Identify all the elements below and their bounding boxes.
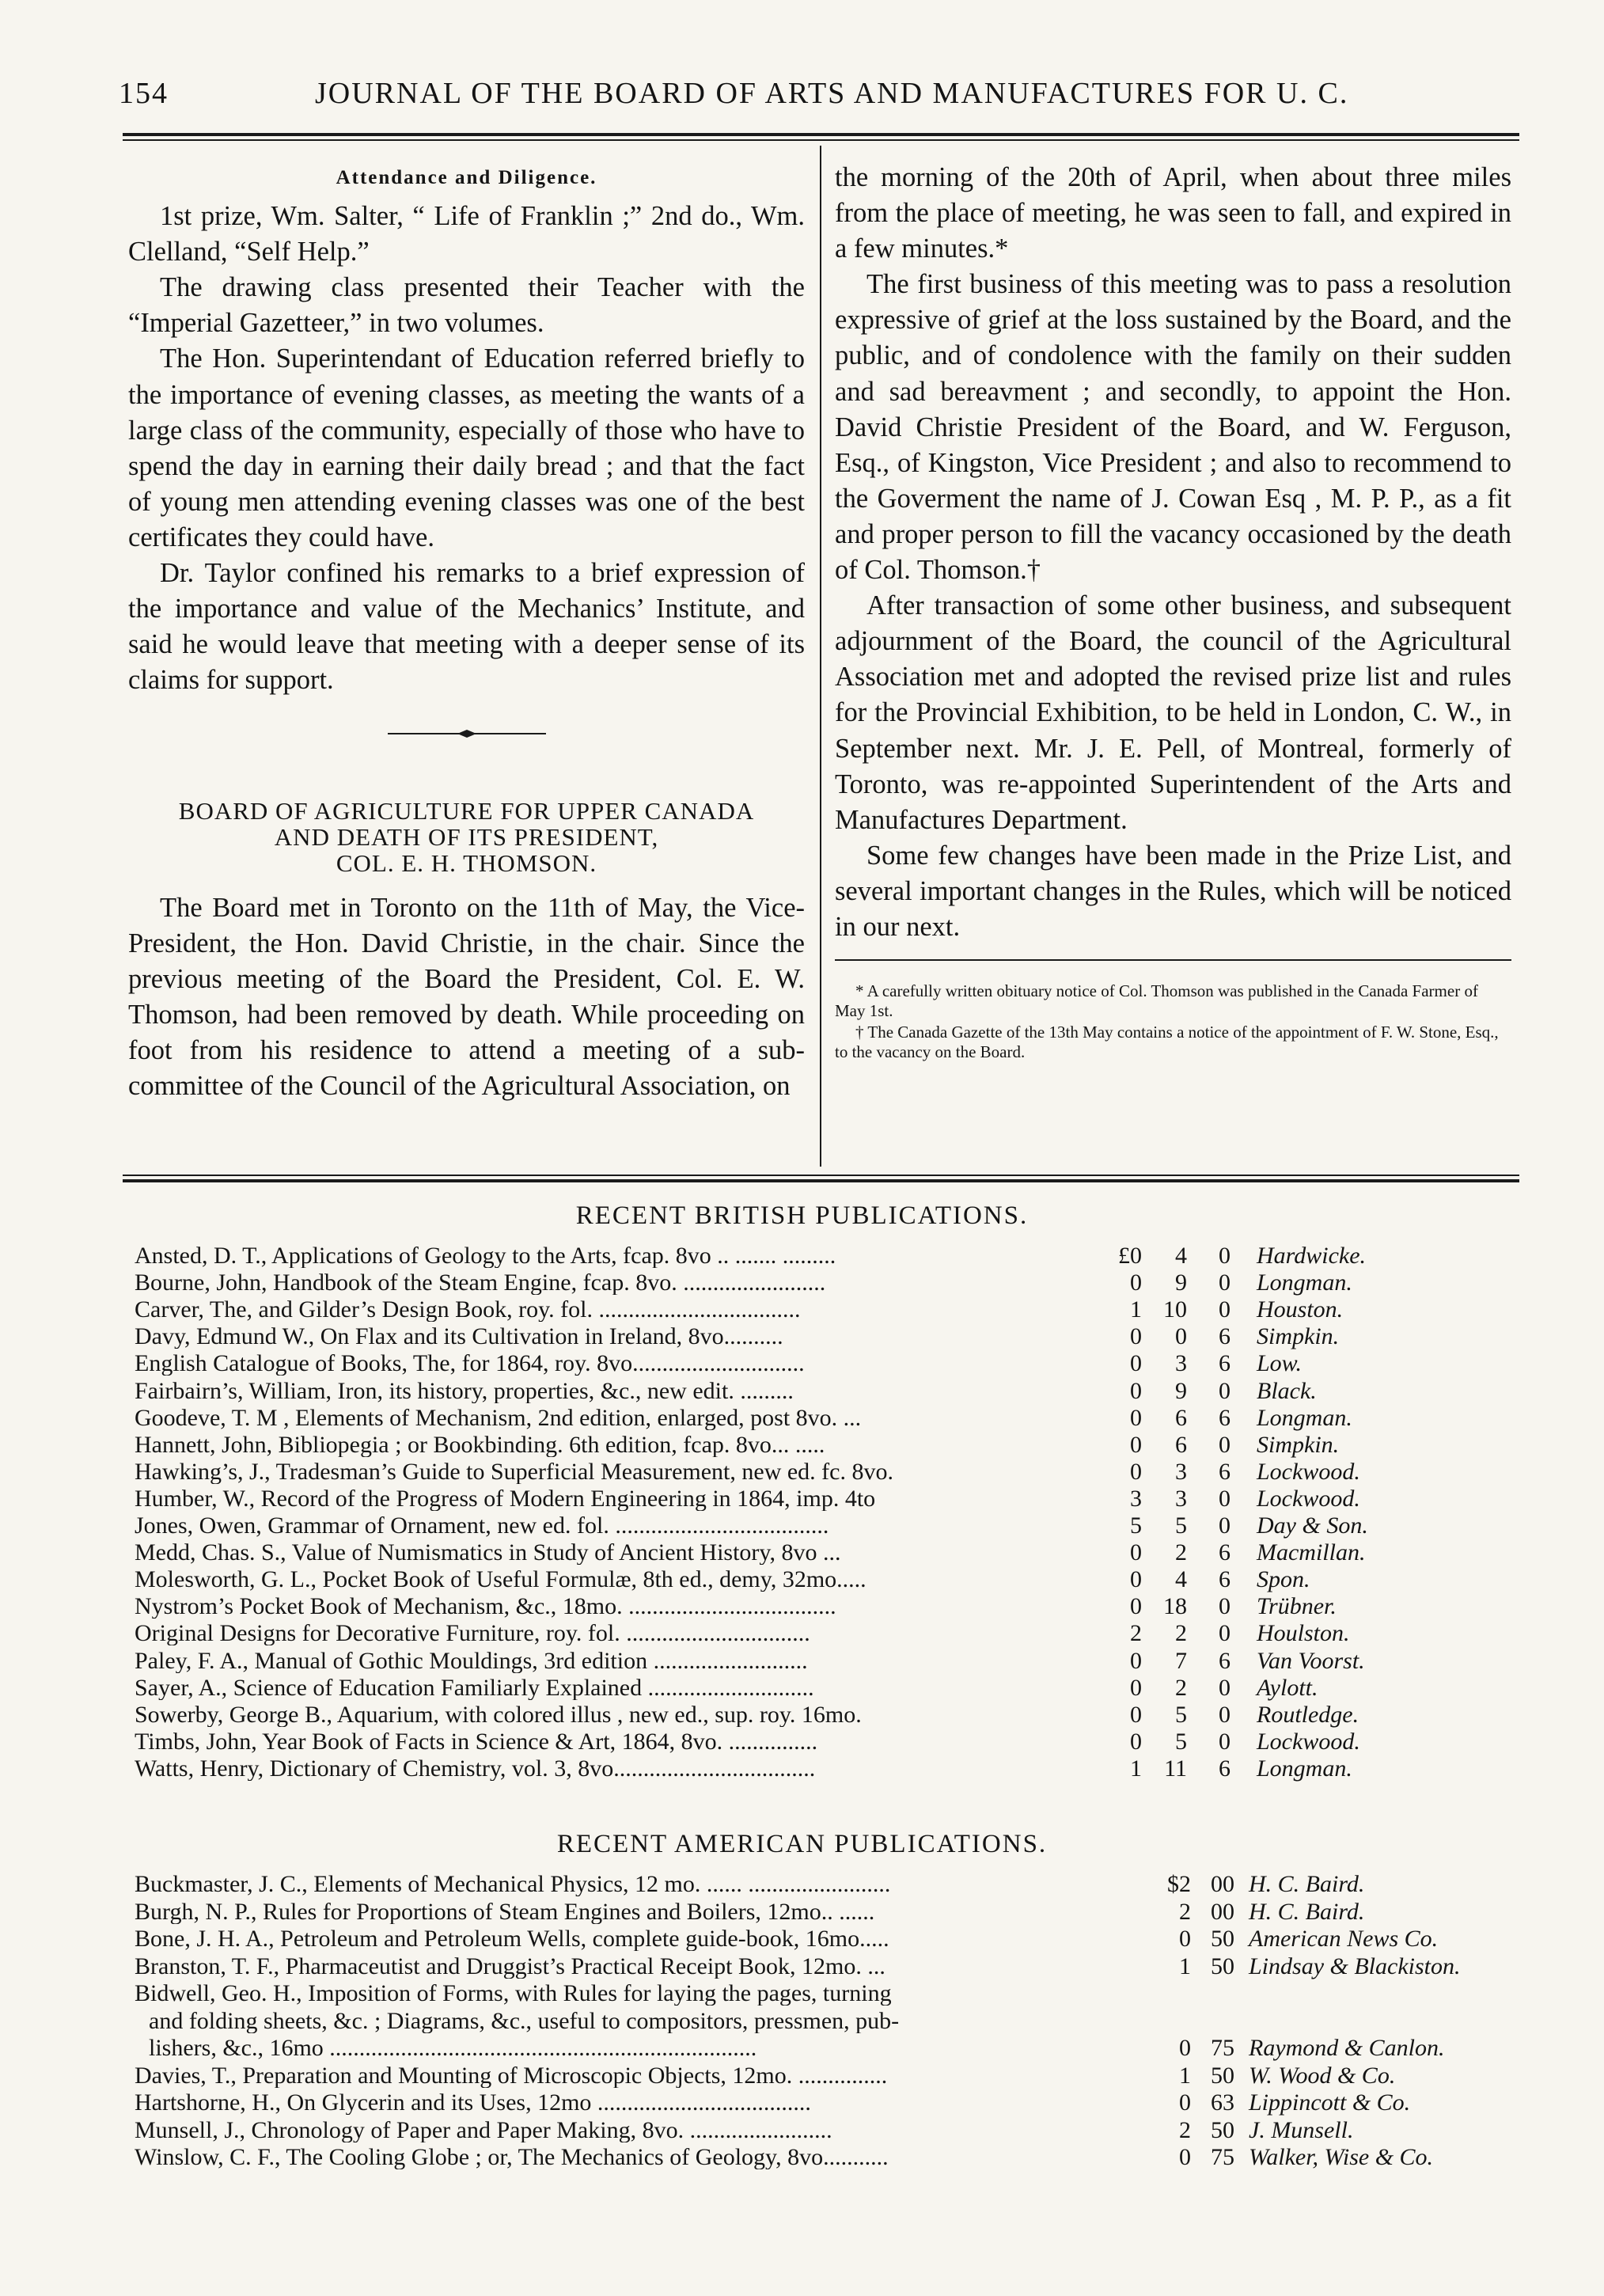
publication-row	[135, 1352, 1527, 1376]
price-dollars: 0	[1179, 2089, 1191, 2116]
american-publications-title: RECENT AMERICAN PUBLICATIONS.	[556, 1830, 1048, 1858]
publication-row	[135, 1757, 1527, 1781]
price-shillings: 11	[1164, 1755, 1187, 1782]
section-heading	[128, 798, 805, 876]
publication-title: Bone, J. H. A., Petroleum and Petroleum Wells, complete guide-book, 16mo.....	[135, 1927, 889, 1951]
price-dollars: 0	[1179, 1926, 1191, 1952]
publication-title: Hannett, John, Bibliopegia ; or Bookbinding. 6th edition, fcap. 8vo... .....	[135, 1433, 825, 1457]
publication-row	[135, 1595, 1527, 1619]
publisher: Lippincott & Co.	[1249, 2089, 1411, 2116]
publication-row	[135, 1487, 1527, 1511]
publisher: Houlston.	[1257, 1620, 1350, 1647]
price-shillings: 6	[1175, 1404, 1187, 1431]
footnote-rule	[835, 959, 1511, 961]
price-pounds: 0	[1130, 1431, 1142, 1458]
price-shillings: 9	[1175, 1377, 1187, 1404]
publisher: Lindsay & Blackiston.	[1249, 1953, 1461, 1979]
price-pence: 6	[1219, 1755, 1230, 1782]
paragraph: The first business of this meeting was to pass a resolution expressive of grief at the loss sustained by the Board, and the public, and of condolence with the family on their sudden and sad bereavment ; and secondly, to appoint the Hon. David Christie President of the Board, and W. Ferguson, Esq., of Kingston, Vice President ; and also to recommend to the Goverment the name of J. Cowan Esq , M. P. P., as a fit and proper person to fill the vacancy occasioned by the death of Col. Thomson.†	[835, 269, 1511, 586]
price-cents: 50	[1211, 1926, 1234, 1952]
price-shillings: 7	[1175, 1647, 1187, 1674]
price-shillings: 3	[1175, 1485, 1187, 1512]
publisher: Lockwood.	[1257, 1485, 1360, 1512]
price-pounds: 0	[1130, 1458, 1142, 1485]
price-pounds: 2	[1130, 1620, 1142, 1647]
price-cents: 75	[1211, 2144, 1234, 2170]
publication-title: Bidwell, Geo. H., Imposition of Forms, with Rules for laying the pages, turning	[135, 1982, 892, 2006]
publication-row	[135, 1433, 1527, 1457]
publication-line	[135, 1982, 1527, 2006]
publication-row	[135, 1325, 1527, 1349]
publisher: Longman.	[1257, 1404, 1352, 1431]
price-shillings: 3	[1175, 1458, 1187, 1485]
price-pounds: 0	[1130, 1593, 1142, 1620]
price-pounds: 0	[1130, 1647, 1142, 1674]
paragraph: Dr. Taylor confined his remarks to a brief expression of the importance and value of the Mechanics’ Institute, and said he would leave that meeting with a deeper sense of its claims for support.	[128, 558, 805, 696]
paragraph: 1st prize, Wm. Salter, “ Life of Franklin ;” 2nd do., Wm. Clelland, “Self Help.”	[128, 201, 805, 268]
publisher: Low.	[1257, 1350, 1302, 1377]
paragraph: the morning of the 20th of April, when about three miles from the place of meeting, he was seen to fall, and expired in a few minutes.*	[835, 162, 1511, 264]
header-rule-thin	[123, 139, 1519, 141]
price-pounds: 0	[1130, 1377, 1142, 1404]
publisher: H. C. Baird.	[1249, 1871, 1365, 1897]
price-dollars: $2	[1167, 1871, 1191, 1897]
price-shillings: 5	[1175, 1701, 1187, 1728]
right-column	[835, 160, 1511, 1064]
publisher: Routledge.	[1257, 1701, 1359, 1728]
publication-title: Timbs, John, Year Book of Facts in Science & Art, 1864, 8vo. ...............	[135, 1729, 818, 1754]
publisher: Spon.	[1257, 1566, 1310, 1593]
publication-title: Jones, Owen, Grammar of Ornament, new ed. fol. ....................................	[135, 1514, 829, 1538]
price-pounds: 3	[1130, 1485, 1142, 1512]
paragraph: The drawing class presented their Teacher with the “Imperial Gazetteer,” in two volumes.	[128, 272, 805, 339]
publisher: American News Co.	[1249, 1926, 1439, 1952]
footnote: * A carefully written obituary notice of Col. Thomson was published in the Canada Farmer of May 1st.	[835, 981, 1478, 1021]
page-number: 154	[119, 77, 169, 110]
publication-title: Davies, T., Preparation and Mounting of Microscopic Objects, 12mo. ...............	[135, 2063, 888, 2088]
publication-title: Munsell, J., Chronology of Paper and Paper Making, 8vo. ........................	[135, 2118, 832, 2142]
publisher: Trübner.	[1257, 1593, 1337, 1620]
price-pounds: 0	[1130, 1404, 1142, 1431]
publisher: Day & Son.	[1257, 1512, 1368, 1539]
price-pounds: 0	[1130, 1269, 1142, 1296]
section-heading-line: BOARD OF AGRICULTURE FOR UPPER CANADA	[178, 796, 755, 825]
publication-line	[135, 2009, 1527, 2033]
publication-title: Carver, The, and Gilder’s Design Book, roy. fol. ..................................	[135, 1298, 801, 1323]
publisher: Houston.	[1257, 1296, 1344, 1323]
price-pounds: £0	[1118, 1243, 1142, 1269]
publisher: Lockwood.	[1257, 1728, 1360, 1755]
price-shillings: 3	[1175, 1350, 1187, 1377]
paragraph: After transaction of some other business, and subsequent adjournment of the Board, the council of the Agricultural Association met and adopted the revised prize list and rules for the Provincial Exhibition, to be held in London, C. W., in September next. Mr. J. E. Pell, of Montreal, formerly of Toronto, was re-appointed Superintendent of the Arts and Manufactures Department.	[835, 590, 1511, 835]
publisher: Hardwicke.	[1257, 1243, 1367, 1269]
publication-price-row	[135, 1955, 1527, 1979]
publication-title: Humber, W., Record of the Progress of Modern Engineering in 1864, imp. 4to	[135, 1486, 876, 1511]
publication-price-row	[135, 2036, 1527, 2060]
price-pence: 0	[1219, 1512, 1230, 1539]
price-pence: 0	[1219, 1431, 1230, 1458]
price-pence: 0	[1219, 1296, 1230, 1323]
publication-row	[135, 1622, 1527, 1645]
price-pence: 6	[1219, 1647, 1230, 1674]
publication-title: Molesworth, G. L., Pocket Book of Useful Formulæ, 8th ed., demy, 32mo.....	[135, 1568, 866, 1592]
price-shillings: 4	[1175, 1566, 1187, 1593]
price-cents: 63	[1211, 2089, 1234, 2116]
publication-title: Paley, F. A., Manual of Gothic Mouldings, 3rd edition ..........................	[135, 1649, 808, 1673]
publication-title: Sowerby, George B., Aquarium, with colored illus , new ed., sup. roy. 16mo.	[135, 1702, 862, 1727]
section-heading-line: COL. E. H. THOMSON.	[336, 848, 597, 877]
publication-price-row	[135, 2116, 1527, 2143]
price-dollars: 2	[1179, 1898, 1191, 1925]
price-pounds: 1	[1130, 1755, 1142, 1782]
price-dollars: 1	[1179, 2062, 1191, 2089]
price-pence: 0	[1219, 1593, 1230, 1620]
price-pence: 0	[1219, 1728, 1230, 1755]
ornamental-divider	[128, 712, 805, 748]
running-title: JOURNAL OF THE BOARD OF ARTS AND MANUFACTURES FOR U. C.	[315, 77, 1349, 110]
price-pounds: 0	[1130, 1728, 1142, 1755]
paragraph: The Board met in Toronto on the 11th of May, the Vice-President, the Hon. David Christie, in the chair. Since the previous meeting of the Board the President, Col. E. W. Thomson, had been removed by death. While proceeding on foot from his residence to attend a meeting of a sub-committee of the Council of the Agricultural Association, on	[128, 892, 805, 1101]
publication-title: Davy, Edmund W., On Flax and its Cultivation in Ireland, 8vo..........	[135, 1325, 783, 1349]
publisher: Walker, Wise & Co.	[1249, 2144, 1434, 2170]
subheading-attendance: Attendance and Diligence.	[336, 167, 597, 188]
header-rule-thick	[123, 133, 1519, 136]
publisher: Longman.	[1257, 1755, 1352, 1782]
price-pounds: 0	[1130, 1701, 1142, 1728]
price-shillings: 5	[1175, 1512, 1187, 1539]
publication-row	[135, 1244, 1527, 1268]
publication-price-row	[135, 2146, 1527, 2169]
price-pence: 0	[1219, 1485, 1230, 1512]
price-pounds: 5	[1130, 1512, 1142, 1539]
publisher: Lockwood.	[1257, 1458, 1360, 1485]
publication-title: English Catalogue of Books, The, for 1864, roy. 8vo.............................	[135, 1352, 805, 1376]
price-cents: 00	[1211, 1871, 1234, 1897]
price-pounds: 0	[1130, 1566, 1142, 1593]
price-cents: 00	[1211, 1898, 1234, 1925]
price-pounds: 1	[1130, 1296, 1142, 1323]
price-pence: 6	[1219, 1566, 1230, 1593]
publication-row	[135, 1730, 1527, 1754]
publication-row	[135, 1460, 1527, 1484]
paragraph: Some few changes have been made in the Prize List, and several important changes in the Rules, which will be noticed in our next.	[835, 840, 1511, 942]
publication-row	[135, 1514, 1527, 1538]
price-dollars: 0	[1179, 2035, 1191, 2061]
publisher: Aylott.	[1257, 1674, 1318, 1701]
publication-title: Winslow, C. F., The Cooling Globe ; or, The Mechanics of Geology, 8vo...........	[135, 2146, 889, 2169]
publication-row	[135, 1406, 1527, 1430]
price-pence: 0	[1219, 1243, 1230, 1269]
price-shillings: 5	[1175, 1728, 1187, 1755]
publisher: Macmillan.	[1257, 1539, 1366, 1566]
publisher: J. Munsell.	[1249, 2116, 1354, 2143]
publication-price-row	[135, 1900, 1527, 1924]
publication-price-row	[135, 2091, 1527, 2115]
publisher: H. C. Baird.	[1249, 1898, 1365, 1925]
price-pounds: 0	[1130, 1539, 1142, 1566]
price-shillings: 2	[1175, 1620, 1187, 1647]
column-divider	[820, 146, 821, 1167]
publisher: Black.	[1257, 1377, 1317, 1404]
publication-title: Watts, Henry, Dictionary of Chemistry, vol. 3, 8vo..................................	[135, 1756, 816, 1781]
publisher: Van Voorst.	[1257, 1647, 1365, 1674]
publisher: Simpkin.	[1257, 1323, 1340, 1350]
publication-title: Hawking’s, J., Tradesman’s Guide to Superficial Measurement, new ed. fc. 8vo.	[135, 1459, 893, 1484]
price-cents: 50	[1211, 2116, 1234, 2143]
price-pence: 0	[1219, 1377, 1230, 1404]
publication-row	[135, 1271, 1527, 1295]
price-shillings: 0	[1175, 1323, 1187, 1350]
publication-title: Nystrom’s Pocket Book of Mechanism, &c., 18mo. ...................................	[135, 1595, 836, 1619]
price-pounds: 0	[1130, 1323, 1142, 1350]
price-shillings: 6	[1175, 1431, 1187, 1458]
publication-title: Bourne, John, Handbook of the Steam Engine, fcap. 8vo. ........................	[135, 1271, 826, 1296]
publication-title: Medd, Chas. S., Value of Numismatics in Study of Ancient History, 8vo ...	[135, 1541, 841, 1565]
price-pounds: 0	[1130, 1674, 1142, 1701]
left-column	[128, 160, 805, 1104]
publisher: Simpkin.	[1257, 1431, 1340, 1458]
british-publications-title: RECENT BRITISH PUBLICATIONS.	[575, 1201, 1029, 1230]
section-heading-line: AND DEATH OF ITS PRESIDENT,	[274, 822, 659, 851]
publication-title: Sayer, A., Science of Education Familiarly Explained ............................	[135, 1676, 814, 1700]
price-dollars: 0	[1179, 2144, 1191, 2170]
publication-price-row	[135, 1927, 1527, 1951]
price-shillings: 10	[1163, 1296, 1187, 1323]
price-pence: 6	[1219, 1404, 1230, 1431]
publication-price-row	[135, 1873, 1527, 1896]
price-cents: 50	[1211, 2062, 1234, 2089]
publication-row	[135, 1541, 1527, 1565]
publication-title: and folding sheets, &c. ; Diagrams, &c., useful to compositors, pressmen, pub-	[149, 2009, 900, 2033]
price-shillings: 2	[1175, 1674, 1187, 1701]
section-rule-thin	[123, 1175, 1519, 1176]
price-pence: 0	[1219, 1269, 1230, 1296]
paragraph: The Hon. Superintendant of Education referred briefly to the importance of evening classes, as meeting the wants of a large class of the community, especially of those who have to spend the day in earning their daily bread ; and that the fact of young men attending evening classes was one of the best certificates they could have.	[128, 343, 805, 552]
publication-price-row	[135, 2064, 1527, 2088]
publication-row	[135, 1568, 1527, 1592]
publication-row	[135, 1703, 1527, 1727]
price-pence: 6	[1219, 1323, 1230, 1350]
publisher: Raymond & Canlon.	[1249, 2035, 1445, 2061]
publication-title: Original Designs for Decorative Furniture, roy. fol. ...............................	[135, 1622, 810, 1646]
publication-title: Goodeve, T. M , Elements of Mechanism, 2nd edition, enlarged, post 8vo. ...	[135, 1406, 862, 1430]
publication-title: Burgh, N. P., Rules for Proportions of Steam Engines and Boilers, 12mo.. ......	[135, 1899, 875, 1924]
publication-title: Branston, T. F., Pharmaceutist and Druggist’s Practical Receipt Book, 12mo. ...	[135, 1954, 885, 1979]
footnote: † The Canada Gazette of the 13th May contains a notice of the appointment of F. W. Stone, Esq., to the vacancy on the Board.	[835, 1023, 1499, 1062]
price-shillings: 9	[1175, 1269, 1187, 1296]
price-pence: 6	[1219, 1350, 1230, 1377]
publication-row	[135, 1379, 1527, 1403]
price-cents: 75	[1211, 2035, 1234, 2061]
price-dollars: 2	[1179, 2116, 1191, 2143]
price-pence: 6	[1219, 1539, 1230, 1566]
publication-title: Buckmaster, J. C., Elements of Mechanical Physics, 12 mo. ...... ........................	[135, 1873, 891, 1896]
publication-title: Fairbairn’s, William, Iron, its history, properties, &c., new edit. .........	[135, 1379, 794, 1403]
price-pence: 0	[1219, 1701, 1230, 1728]
price-pence: 6	[1219, 1458, 1230, 1485]
publication-row	[135, 1676, 1527, 1700]
price-shillings: 2	[1175, 1539, 1187, 1566]
price-cents: 50	[1211, 1953, 1234, 1979]
publisher: Longman.	[1257, 1269, 1352, 1296]
publication-title: lishers, &c., 16mo ........................................................................	[149, 2036, 757, 2060]
publication-row	[135, 1298, 1527, 1322]
price-pence: 0	[1219, 1674, 1230, 1701]
price-dollars: 1	[1179, 1953, 1191, 1979]
price-shillings: 4	[1175, 1243, 1187, 1269]
publication-title: Ansted, D. T., Applications of Geology to the Arts, fcap. 8vo .. ....... .........	[135, 1244, 836, 1268]
publisher: W. Wood & Co.	[1249, 2062, 1396, 2089]
publication-title: Hartshorne, H., On Glycerin and its Uses, 12mo ....................................	[135, 2091, 811, 2115]
footnotes	[835, 981, 1511, 1062]
publication-row	[135, 1649, 1527, 1673]
section-rule-thick	[123, 1179, 1519, 1182]
price-pence: 0	[1219, 1620, 1230, 1647]
price-shillings: 18	[1163, 1593, 1187, 1620]
price-pounds: 0	[1130, 1350, 1142, 1377]
